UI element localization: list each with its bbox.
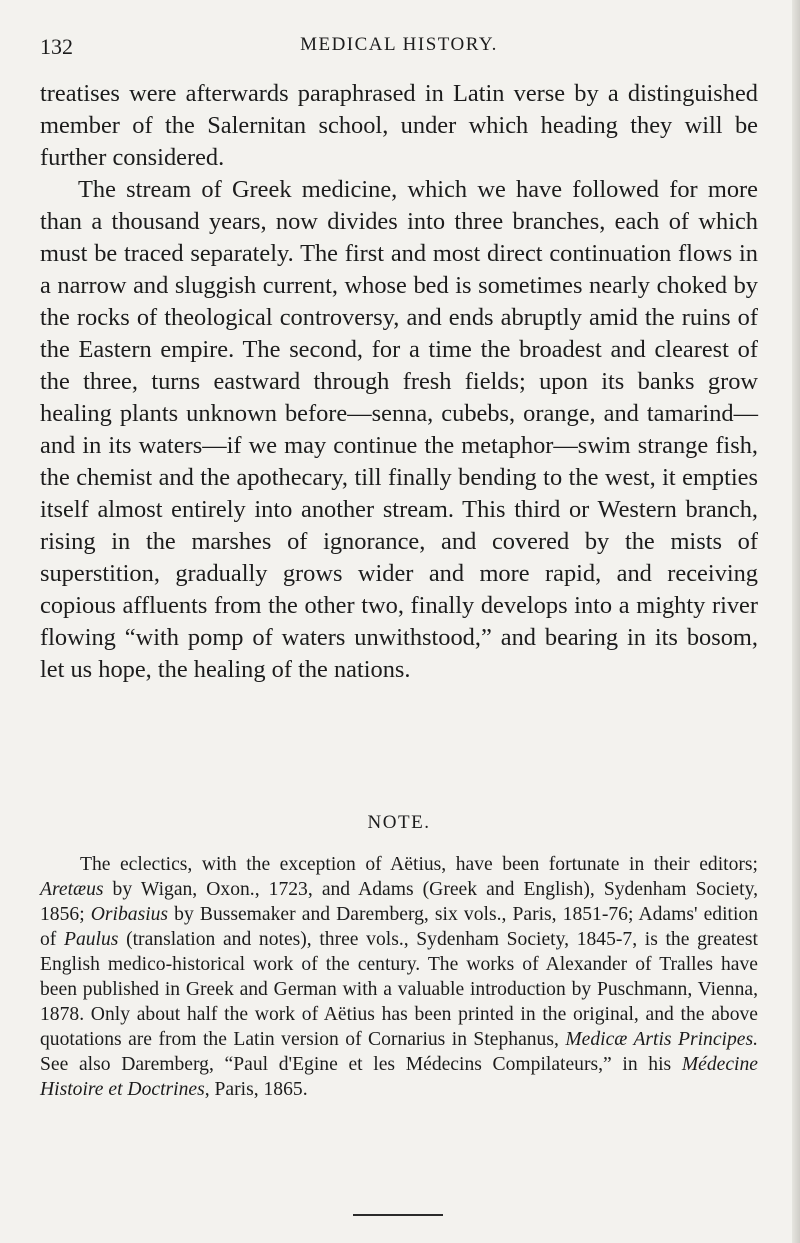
footer-rule (353, 1214, 443, 1216)
paragraph-continued: treatises were afterwards paraphrased in Latin verse by a distinguished member of the Salernitan school, under which heading they will be further considered. (40, 80, 758, 171)
note-title-oribasius: Oribasius (90, 904, 169, 925)
note-segment: , Paris, 1865. (204, 1079, 308, 1100)
page-edge-shadow (792, 0, 800, 1243)
note-title-medicae-artis-principes: Medicæ Artis Principes. (565, 1029, 758, 1050)
note-paragraph (40, 852, 758, 1102)
note-segment: See also Daremberg, “Paul d'Egine et les Médecins Compilateurs,” in his (40, 1054, 682, 1075)
note-title-paulus: Paulus (63, 929, 119, 950)
note-title-aretaeus: Aretæus (40, 879, 104, 900)
note-segment: by Bussemaker and Daremberg, six vols., Paris, 1851-76; Adams' edition of (40, 904, 759, 950)
note-heading: NOTE. (367, 812, 431, 833)
page-header (40, 30, 758, 62)
running-head: MEDICAL HISTORY. (300, 34, 498, 55)
note-title-medecine-histoire: Médecine Histoire et Doctrines (40, 1054, 758, 1100)
note-text (40, 852, 758, 1102)
page-number: 132 (40, 34, 73, 59)
note-segment: The eclectics, with the exception of Aëtius, have been fortunate in their editors; (80, 854, 758, 875)
note-segment: (translation and notes), three vols., Sydenham Society, 1845-7, is the greatest English medico-historical work of the century. The works of Alexander of Tralles have been published in Greek and German with a valuable introduction by Puschmann, Vienna, 1878. Only about half the work of Aëtius has been printed in the original, and the above quotations are from the Latin version of Cornarius in Stephanus, (40, 929, 758, 1050)
body-text (40, 78, 758, 686)
note-segment: by Wigan, Oxon., 1723, and Adams (Greek and English), Sydenham Society, 1856; (40, 879, 758, 925)
paragraph-stream-of-greek-medicine: The stream of Greek medicine, which we have followed for more than a thousand years, now divides into three branches, each of which must be traced separately. The first and most direct continuation flows in a narrow and sluggish current, whose bed is sometimes nearly choked by the rocks of theological controversy, and ends abruptly amid the ruins of the Eastern empire. The second, for a time the broadest and clearest of the three, turns eastward through fresh fields; upon its banks grow healing plants unknown before—senna, cubebs, orange, and tamarind—and in its waters—if we may continue the metaphor—swim strange fish, the chemist and the apothecary, till finally bending to the west, it empties itself almost entirely into another stream. This third or Western branch, rising in the marshes of ignorance, and covered by the mists of superstition, gradually grows wider and more rapid, and receiving copious affluents from the other two, finally develops into a mighty river flowing “with pomp of waters unwithstood,” and bearing in its bosom, let us hope, the healing of the nations. (40, 176, 758, 683)
